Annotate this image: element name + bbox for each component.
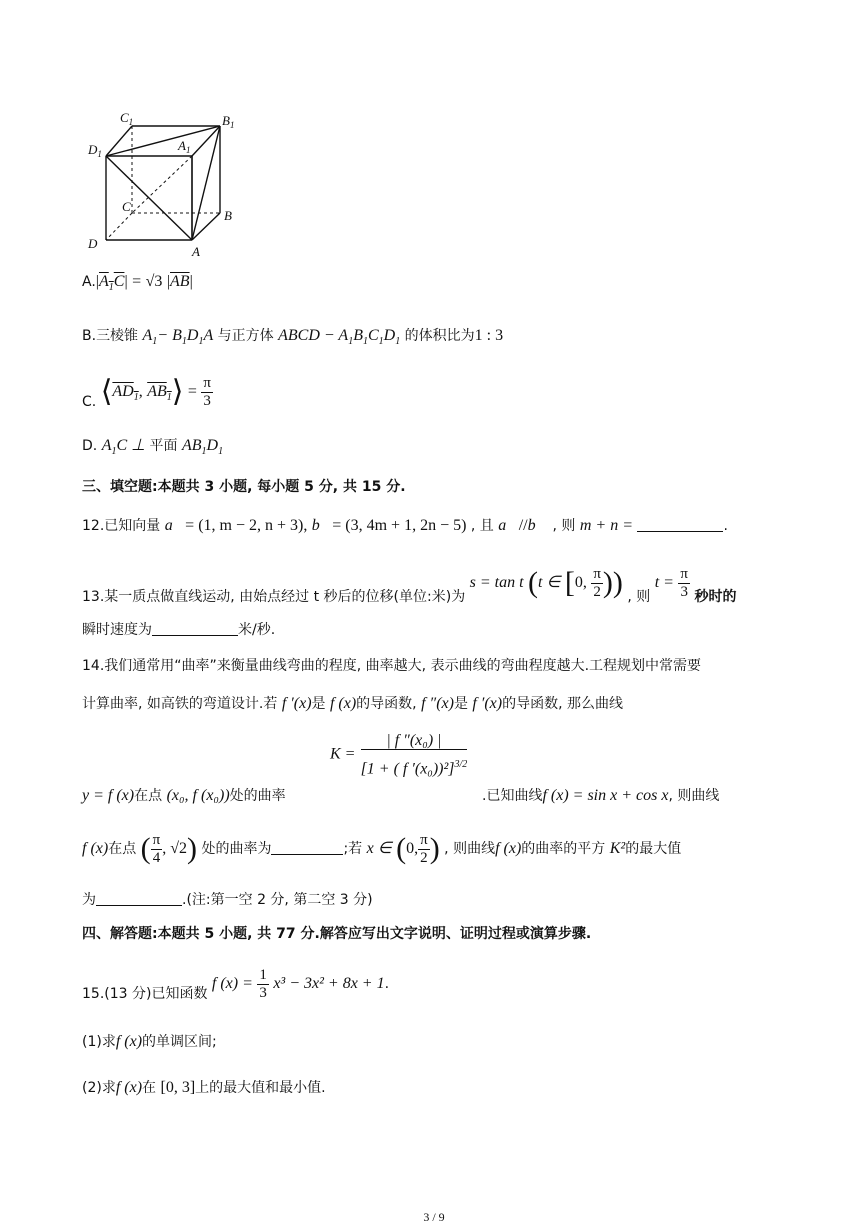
question-14-line3: y = f (x)在点 (x₀, f (x₀))处的曲率: [82, 787, 286, 804]
answer-blank-13[interactable]: [152, 621, 238, 636]
label-B1: $B_1$: [222, 113, 235, 130]
section-4-title: 四、解答题:本题共 5 小题, 共 77 分.解答应写出文字说明、证明过程或演算步骤.: [82, 926, 592, 942]
answer-blank-12[interactable]: [637, 517, 723, 532]
question-14-line3b: .已知曲线f (x) = sin x + cos x, 则曲线: [482, 787, 720, 804]
label-B: B: [224, 208, 232, 223]
curvature-formula: K = $\frac{\text{| f ″(x₀) |}}{[1 + ( f '(x_0))^2]^{3/2}}$: [330, 732, 468, 778]
option-b: B.三棱锥 $A_1- B_1D_1A$ 与正方体 ABCD − $A_1B_1C_1D_1$ 的体积比为1 : 3: [82, 327, 504, 348]
answer-blank-14b[interactable]: [96, 891, 182, 906]
answer-blank-14a[interactable]: [271, 840, 343, 855]
option-d: D. $A_1C$ ⊥ 平面 $AB_1D_1$: [82, 437, 224, 458]
label-A: A: [192, 244, 200, 258]
question-14-line1: 14.我们通常用“曲率”来衡量曲线弯曲的程度, 曲率越大, 表示曲线的弯曲程度越大.工程规划中常需要: [82, 658, 702, 674]
section-3-title: 三、填空题:本题共 3 小题, 每小题 5 分, 共 15 分.: [82, 479, 406, 495]
option-c: C. $⟨AD_1$, $AB_1⟩$ = $\frac{\pi}{3}$: [82, 374, 211, 410]
label-C: C: [122, 199, 131, 214]
question-15-part2: (2)求f (x)在 [0, 3]上的最大值和最小值.: [82, 1079, 326, 1096]
question-13-line2: 瞬时速度为 米/秒.: [82, 622, 276, 638]
label-D: D: [88, 236, 98, 251]
page-number: 3 / 9: [423, 1210, 445, 1224]
cube-figure: [82, 108, 252, 258]
question-15-part1: (1)求f (x)的单调区间;: [82, 1033, 217, 1050]
label-A1: $A_1$: [178, 138, 191, 155]
question-14-line5: 为 .(注:第一空 2 分, 第二空 3 分): [82, 892, 373, 908]
question-13: 13.某一质点做直线运动, 由始点经过 t 秒后的位移(单位:米)为 s = tan t (t ∈ [0, $\frac{\pi}{2}$ )) , 则 t = $\frac{\pi}{3}$ 秒时的: [82, 565, 737, 605]
question-15: 15.(13 分)已知函数 f (x) = $\frac{1}{3}$ x³ − 3x² + 8x + 1.: [82, 966, 390, 1002]
question-14-line2: 计算曲率, 如高铁的弯道设计.若 f ′(x)是 f (x)的导函数, f ″(x)是 f ′(x)的导函数, 那么曲线: [82, 695, 624, 712]
question-12: 12.已知向量 a⃗= (1, m − 2, n + 3), b⃗= (3, 4m + 1, 2n − 5) , 且 a⃗//b⃗ , 则 m + n = .: [82, 517, 728, 534]
question-14-line4: f (x)在点 ( $\frac{\pi}{4}$ , √2) 处的曲率为 ;若 x ∈ (0, $\frac{\pi}{2}$ ) , 则曲线f (x)的曲率的平方 K²的最大值: [82, 831, 682, 866]
label-C1: $C_1$: [120, 110, 134, 127]
option-a: $A.|A_1C| = √3$ $|\overline{AB}|$: [82, 273, 193, 294]
label-D1: $D_1$: [88, 142, 102, 159]
